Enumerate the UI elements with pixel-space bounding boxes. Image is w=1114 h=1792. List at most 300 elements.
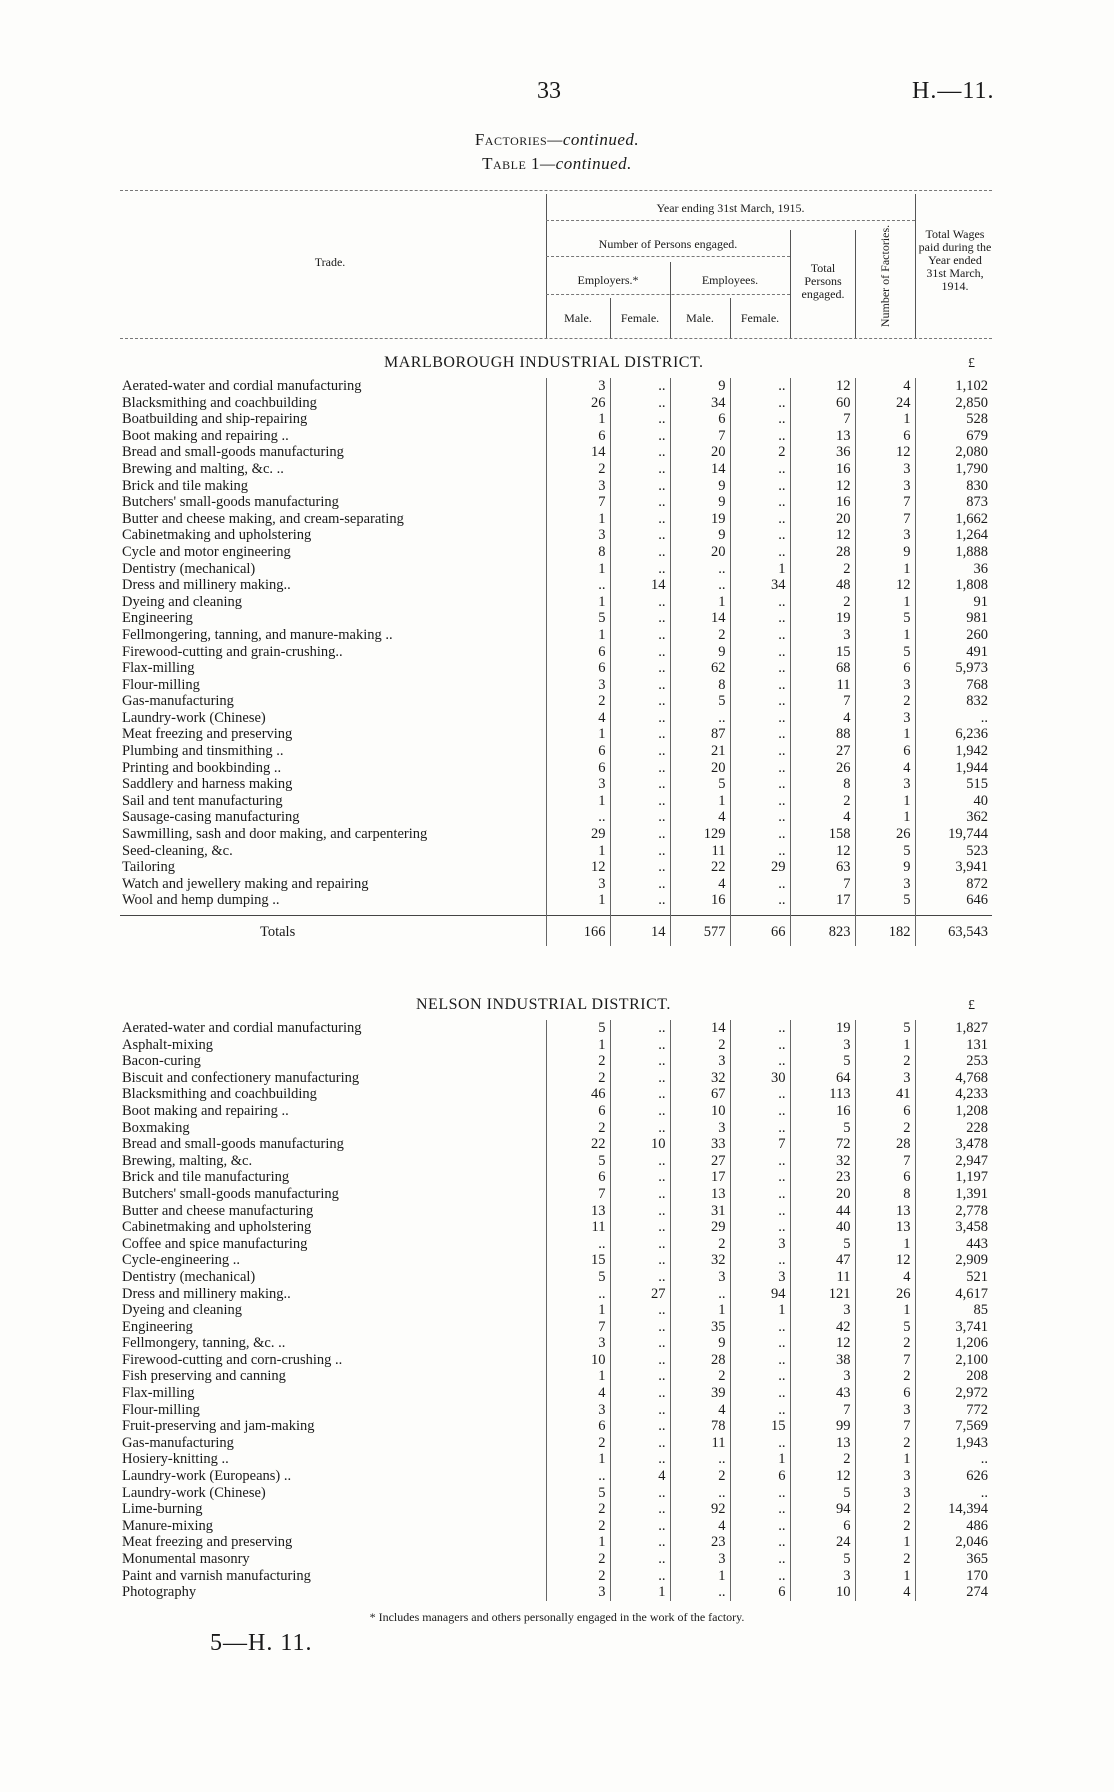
table-cell: .. [730, 1368, 790, 1385]
table-cell: 2,778 [915, 1203, 992, 1220]
table-cell: .. [610, 1252, 670, 1269]
table-cell: .. [730, 594, 790, 611]
table-cell: 63 [790, 859, 855, 876]
table-cell: 3 [855, 1485, 915, 1502]
table-cell: 3 [855, 776, 915, 793]
table-cell: 26 [855, 1286, 915, 1303]
table-cell: .. [610, 876, 670, 893]
header-top-rule [120, 190, 992, 191]
table-cell: 4 [855, 760, 915, 777]
table-cell: 1 [855, 627, 915, 644]
table-cell: 12 [790, 527, 855, 544]
table-cell: .. [730, 892, 790, 909]
table-row [120, 1053, 992, 1070]
table-cell: .. [730, 411, 790, 428]
table-cell: 2 [855, 1435, 915, 1452]
totals-cell: 66 [730, 916, 790, 947]
table-cell: 32 [790, 1153, 855, 1170]
table-cell: .. [670, 561, 730, 578]
table-cell: .. [610, 660, 670, 677]
table-cell: 8 [855, 1186, 915, 1203]
trade-name: Blacksmithing and coachbuilding [122, 394, 317, 411]
table-cell: 3,458 [915, 1219, 992, 1236]
table-cell: 9 [670, 478, 730, 495]
table-row [120, 710, 992, 727]
table-cell: 9 [670, 644, 730, 661]
table-cell: 28 [670, 1352, 730, 1369]
table-cell: 6,236 [915, 726, 992, 743]
header-total-wages: Total Wages paid during the Year ended 31st March, 1914. [918, 227, 992, 293]
trade-name: Butchers' small-goods manufacturing [122, 494, 339, 511]
table-cell: .. [610, 1451, 670, 1468]
table-cell: 1,264 [915, 527, 992, 544]
table-cell: .. [610, 793, 670, 810]
table-cell: .. [610, 1186, 670, 1203]
trade-name: Flax-milling [122, 660, 195, 677]
table-cell: .. [610, 544, 670, 561]
table-cell: 29 [546, 826, 610, 843]
table-cell: 11 [790, 1269, 855, 1286]
table-row [120, 1120, 992, 1137]
header-number-factories: Number of Factories. [878, 224, 892, 328]
table-cell: 1 [670, 793, 730, 810]
table-cell: 1 [855, 1568, 915, 1585]
page-reference: H.—11. [912, 78, 995, 104]
table-cell: .. [730, 743, 790, 760]
table-row [120, 809, 992, 826]
trade-name: Butchers' small-goods manufacturing [122, 1185, 339, 1202]
table-cell: 2,850 [915, 395, 992, 412]
table-cell: 7 [670, 428, 730, 445]
table-cell: 7 [855, 1418, 915, 1435]
table-cell: 31 [670, 1203, 730, 1220]
table-cell: .. [610, 1120, 670, 1137]
table-cell: 17 [670, 1169, 730, 1186]
table-cell: .. [610, 494, 670, 511]
table-cell: .. [915, 1451, 992, 1468]
table-cell: .. [610, 1352, 670, 1369]
table-cell: 1,943 [915, 1435, 992, 1452]
table-row [120, 876, 992, 893]
table-row [120, 826, 992, 843]
table-cell: .. [610, 610, 670, 627]
table-cell: 2 [855, 1335, 915, 1352]
table-cell: .. [610, 395, 670, 412]
currency-unit: £ [968, 998, 975, 1013]
table-cell: .. [610, 1368, 670, 1385]
table-cell: 170 [915, 1568, 992, 1585]
table-cell: 1 [730, 561, 790, 578]
table-cell: .. [730, 826, 790, 843]
trade-name: Fellmongery, tanning, &c. .. [122, 1335, 286, 1352]
table-cell: 6 [546, 644, 610, 661]
table-cell: 6 [546, 428, 610, 445]
table-cell: 7 [546, 1186, 610, 1203]
table-row [120, 677, 992, 694]
table-cell: 486 [915, 1518, 992, 1535]
table-row [120, 693, 992, 710]
table-cell: 1 [670, 594, 730, 611]
table-cell: 3,741 [915, 1319, 992, 1336]
table-cell: .. [610, 1501, 670, 1518]
table-cell: 4 [855, 378, 915, 395]
table-row [120, 1551, 992, 1568]
table-cell: .. [670, 710, 730, 727]
table-cell: .. [730, 478, 790, 495]
table-cell: 1 [855, 726, 915, 743]
table-cell: .. [610, 1518, 670, 1535]
table-cell: 4 [855, 1584, 915, 1601]
table-cell: .. [546, 577, 610, 594]
table-title-continued: —continued. [540, 154, 632, 173]
table-cell: 10 [546, 1352, 610, 1369]
table-cell: 3 [855, 527, 915, 544]
table-cell: 1,827 [915, 1020, 992, 1037]
table-row [120, 494, 992, 511]
trade-name: Bread and small-goods manufacturing [122, 444, 344, 461]
table-cell: .. [610, 1435, 670, 1452]
table-cell: 13 [790, 428, 855, 445]
table-cell: 16 [670, 892, 730, 909]
table-cell: 7 [855, 1352, 915, 1369]
table-cell: 3 [855, 461, 915, 478]
table-cell: .. [730, 1203, 790, 1220]
table-cell: 8 [790, 776, 855, 793]
table-row [120, 395, 992, 412]
table-row [120, 1435, 992, 1452]
table-cell: .. [730, 494, 790, 511]
trade-name: Hosiery-knitting .. [122, 1451, 229, 1468]
table-cell: 11 [670, 843, 730, 860]
table-cell: 3 [730, 1236, 790, 1253]
table-cell: .. [610, 677, 670, 694]
table-cell: .. [610, 1385, 670, 1402]
table-cell: 2 [546, 1568, 610, 1585]
table-cell: 14,394 [915, 1501, 992, 1518]
table-cell: 5 [855, 644, 915, 661]
table-cell: 5 [546, 1269, 610, 1286]
table-row [120, 1451, 992, 1468]
table-cell: 42 [790, 1319, 855, 1336]
table-cell: .. [730, 644, 790, 661]
trade-name: Flour-milling [122, 676, 200, 693]
table-cell: 3 [670, 1269, 730, 1286]
table-cell: .. [730, 1103, 790, 1120]
table-cell: 6 [855, 1169, 915, 1186]
trade-name: Boot making and repairing .. [122, 1102, 289, 1119]
table-cell: 1 [546, 511, 610, 528]
table-cell: 5 [546, 1153, 610, 1170]
table-row [120, 1319, 992, 1336]
table-cell: 4 [670, 876, 730, 893]
footnote: * Includes managers and others personally engaged in the work of the factory. [369, 1610, 745, 1624]
table-row [120, 1286, 992, 1303]
table-cell: .. [610, 743, 670, 760]
table-cell: .. [670, 1451, 730, 1468]
trade-name: Firewood-cutting and corn-crushing .. [122, 1351, 343, 1368]
table-cell: 4,768 [915, 1070, 992, 1087]
table-cell: 32 [670, 1070, 730, 1087]
table-cell: 6 [546, 1103, 610, 1120]
table-cell: .. [670, 1584, 730, 1601]
table-cell: .. [610, 1534, 670, 1551]
table-cell: 6 [546, 1169, 610, 1186]
table-cell: 1,197 [915, 1169, 992, 1186]
table-cell: .. [730, 710, 790, 727]
table-cell: 515 [915, 776, 992, 793]
table-cell: .. [610, 1203, 670, 1220]
totals-cell: 14 [610, 916, 670, 947]
table-row [120, 461, 992, 478]
table-cell: 1 [855, 1302, 915, 1319]
trade-name: Laundry-work (Chinese) [122, 709, 266, 726]
trade-name: Brewing, malting, &c. [122, 1152, 253, 1169]
table-cell: 5 [855, 892, 915, 909]
table-cell: 2 [670, 1236, 730, 1253]
table-cell: 67 [670, 1086, 730, 1103]
trade-name: Wool and hemp dumping .. [122, 892, 280, 909]
table-cell: .. [610, 1402, 670, 1419]
table-cell: 208 [915, 1368, 992, 1385]
header-employers: Employers.* [577, 273, 639, 287]
table-cell: 2 [855, 1368, 915, 1385]
table-cell: 13 [546, 1203, 610, 1220]
trade-name: Bread and small-goods manufacturing [122, 1136, 344, 1153]
table-cell: 3 [546, 876, 610, 893]
table-cell: .. [730, 843, 790, 860]
table-cell: 20 [670, 444, 730, 461]
table-cell: 3 [855, 1468, 915, 1485]
table-cell: 16 [790, 1103, 855, 1120]
trade-name: Brick and tile manufacturing [122, 1169, 290, 1186]
table-row [120, 1352, 992, 1369]
table-cell: 772 [915, 1402, 992, 1419]
table-cell: 7 [790, 876, 855, 893]
table-cell: 15 [790, 644, 855, 661]
trade-name: Sail and tent manufacturing [122, 792, 283, 809]
table-cell: .. [610, 1070, 670, 1087]
trade-name: Boatbuilding and ship-repairing [122, 411, 308, 428]
table-cell: 228 [915, 1120, 992, 1137]
table-cell: .. [610, 378, 670, 395]
table-cell: 3 [546, 677, 610, 694]
table-cell: .. [610, 726, 670, 743]
table-cell: 1,790 [915, 461, 992, 478]
table-cell: 16 [790, 461, 855, 478]
table-cell: 3 [670, 1053, 730, 1070]
table-cell: 5,973 [915, 660, 992, 677]
totals-cell: 63,543 [915, 916, 992, 947]
title-continued: —continued. [547, 130, 640, 149]
district-title: MARLBOROUGH INDUSTRIAL DISTRICT. [384, 354, 704, 371]
trade-name: Butter and cheese making, and cream-separating [122, 510, 404, 527]
table-cell: 29 [730, 859, 790, 876]
table-cell: .. [610, 892, 670, 909]
table-cell: 13 [670, 1186, 730, 1203]
table-cell: 1 [546, 1037, 610, 1054]
table-cell: .. [730, 660, 790, 677]
table-row [120, 1534, 992, 1551]
table-cell: 2,080 [915, 444, 992, 461]
table-row [120, 544, 992, 561]
table-cell: 131 [915, 1037, 992, 1054]
table-cell: .. [610, 1302, 670, 1319]
table-cell: 12 [855, 1252, 915, 1269]
table-cell: .. [730, 461, 790, 478]
table-cell: 3 [546, 378, 610, 395]
table-cell: 39 [670, 1385, 730, 1402]
table-cell: 22 [546, 1136, 610, 1153]
trade-name: Watch and jewellery making and repairing [122, 875, 369, 892]
trade-name: Flax-milling [122, 1385, 195, 1402]
trade-name: Fruit-preserving and jam-making [122, 1418, 315, 1435]
table-cell: 2 [730, 444, 790, 461]
table-cell: 5 [790, 1120, 855, 1137]
trade-name: Laundry-work (Chinese) [122, 1484, 266, 1501]
table-cell: .. [730, 1086, 790, 1103]
trade-name: Printing and bookbinding .. [122, 759, 282, 776]
table-cell: .. [730, 1219, 790, 1236]
table-cell: 1 [546, 561, 610, 578]
table-cell: .. [730, 1352, 790, 1369]
table-cell: .. [610, 444, 670, 461]
trade-name: Meat freezing and preserving [122, 1534, 293, 1551]
totals-row [120, 916, 992, 947]
table-cell: 10 [670, 1103, 730, 1120]
table-cell: .. [546, 809, 610, 826]
trade-name: Aerated-water and cordial manufacturing [122, 378, 362, 394]
table-cell: 1,662 [915, 511, 992, 528]
table-cell: 6 [855, 428, 915, 445]
table-cell: 1 [855, 809, 915, 826]
table-cell: 1,942 [915, 743, 992, 760]
table-cell: 2 [670, 627, 730, 644]
title-main: Factories [474, 130, 548, 149]
table-cell: 3 [546, 527, 610, 544]
table-cell: 92 [670, 1501, 730, 1518]
header-persons: Number of Persons engaged. [598, 237, 738, 251]
table-row [120, 1335, 992, 1352]
table-cell: 981 [915, 610, 992, 627]
table-cell: 1 [546, 1368, 610, 1385]
trade-name: Cycle-engineering .. [122, 1252, 240, 1269]
table-row [120, 1070, 992, 1087]
table-row [120, 428, 992, 445]
table-cell: 3,941 [915, 859, 992, 876]
totals-cell: 182 [855, 916, 915, 947]
table-cell: 6 [730, 1584, 790, 1601]
table-cell: 1,206 [915, 1335, 992, 1352]
table-cell: 2 [790, 594, 855, 611]
header-divider [855, 230, 856, 338]
table-cell: .. [610, 1418, 670, 1435]
table-cell: 6 [855, 743, 915, 760]
trade-name: Engineering [122, 610, 193, 627]
table-cell: 3 [730, 1269, 790, 1286]
table-cell: 34 [730, 577, 790, 594]
table-cell: .. [730, 1319, 790, 1336]
table-cell: .. [730, 1385, 790, 1402]
table-cell: 1,944 [915, 760, 992, 777]
table-cell: 4 [546, 1385, 610, 1402]
table-title-main: Table 1 [482, 154, 541, 173]
table-cell: .. [730, 610, 790, 627]
trade-name: Fish preserving and canning [122, 1368, 286, 1385]
table-cell: .. [610, 1053, 670, 1070]
trade-name: Dress and millinery making.. [122, 1285, 291, 1302]
trade-name: Photography [122, 1584, 197, 1601]
table-cell: .. [610, 760, 670, 777]
trade-name: Asphalt-mixing [122, 1036, 214, 1053]
table-cell: 9 [670, 527, 730, 544]
table-cell: 5 [790, 1236, 855, 1253]
table-cell: .. [730, 1402, 790, 1419]
table-cell: 1 [546, 1451, 610, 1468]
table-row [120, 644, 992, 661]
table-cell: 72 [790, 1136, 855, 1153]
table-cell: 5 [790, 1053, 855, 1070]
table-cell: 1 [855, 561, 915, 578]
table-cell: 1 [546, 726, 610, 743]
table-cell: 5 [855, 610, 915, 627]
table-row [120, 1385, 992, 1402]
table-cell: 20 [670, 544, 730, 561]
table-cell: 47 [790, 1252, 855, 1269]
table-cell: 28 [790, 544, 855, 561]
table-cell: 830 [915, 478, 992, 495]
table-cell: 113 [790, 1086, 855, 1103]
table-cell: 12 [546, 859, 610, 876]
table-cell: 19 [790, 610, 855, 627]
table-cell: 4 [790, 710, 855, 727]
table-cell: 5 [546, 1020, 610, 1037]
table-row [120, 1402, 992, 1419]
table-row [120, 1468, 992, 1485]
table-row [120, 1236, 992, 1253]
table-cell: .. [730, 428, 790, 445]
table-cell: 94 [730, 1286, 790, 1303]
table-cell: .. [730, 876, 790, 893]
table-cell: 274 [915, 1584, 992, 1601]
table-cell: 1,102 [915, 378, 992, 395]
table-cell: 12 [790, 843, 855, 860]
header-employer-female: Female. [620, 311, 660, 325]
table-cell: 2 [546, 1435, 610, 1452]
table-cell: 28 [855, 1136, 915, 1153]
trade-name: Boxmaking [122, 1119, 190, 1136]
table-cell: 23 [670, 1534, 730, 1551]
table-cell: 38 [790, 1352, 855, 1369]
table-cell: 17 [790, 892, 855, 909]
table-cell: 2 [855, 1501, 915, 1518]
table-row [120, 411, 992, 428]
table-cell: 4 [670, 1402, 730, 1419]
table-cell: 41 [855, 1086, 915, 1103]
table-cell: 3 [546, 1584, 610, 1601]
table-cell: 64 [790, 1070, 855, 1087]
table-cell: 1,208 [915, 1103, 992, 1120]
header-employee-male: Male. [686, 311, 714, 325]
table-row [120, 776, 992, 793]
table-cell: .. [610, 594, 670, 611]
table-cell: 4 [670, 1518, 730, 1535]
table-cell: 1 [546, 843, 610, 860]
table-row [120, 511, 992, 528]
table-title [0, 154, 1114, 174]
header-divider [790, 230, 791, 338]
table-cell: 1 [855, 1236, 915, 1253]
table-cell: 7 [790, 693, 855, 710]
